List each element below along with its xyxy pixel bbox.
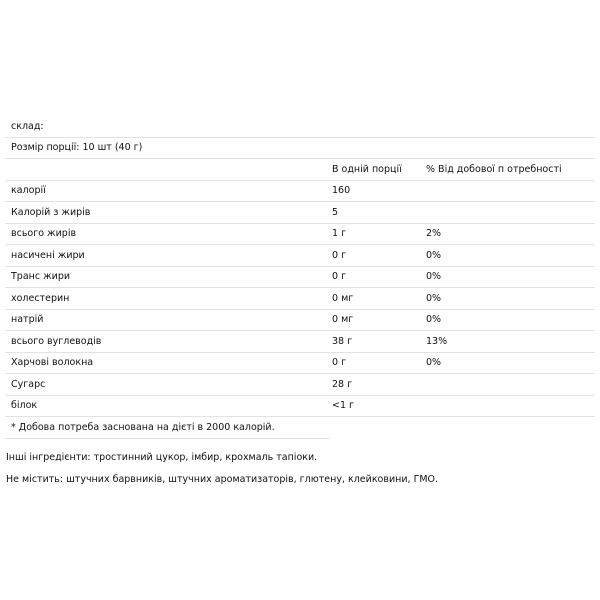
table-row — [5, 288, 595, 310]
table-row — [5, 224, 595, 246]
table-row — [5, 245, 595, 267]
serving-size-row — [5, 138, 595, 160]
nutrient-amount: 0 г — [332, 271, 347, 283]
nutrient-amount: 5 — [332, 206, 339, 218]
nutrient-amount: 38 г — [332, 335, 353, 347]
nutrient-name: Калорій з жирів — [11, 206, 91, 218]
table-row — [5, 331, 595, 353]
nutrient-name: всього вуглеводів — [11, 335, 102, 347]
nutrient-daily-value: 2% — [426, 228, 442, 240]
nutrient-daily-value: 0% — [426, 314, 442, 326]
nutrient-amount: 0 г — [332, 249, 347, 261]
column-header-daily-value: % Від добової п отребності — [426, 163, 562, 175]
nutrient-name: холестерин — [11, 292, 70, 304]
footnote: * Добова потреба заснована на дієті в 2000 калорій. — [11, 421, 275, 433]
table-row — [5, 310, 595, 332]
nutrition-facts — [5, 116, 595, 491]
nutrient-amount: 28 г — [332, 378, 353, 390]
table-row — [5, 396, 595, 418]
table-row — [5, 202, 595, 224]
nutrient-daily-value: 0% — [426, 249, 442, 261]
nutrient-name: білок — [11, 400, 38, 412]
column-header-per-serving: В одній порції — [332, 163, 402, 175]
nutrient-amount: 0 мг — [332, 292, 354, 304]
nutrient-name: Сугарс — [11, 378, 46, 390]
table-row — [5, 374, 595, 396]
table-row — [5, 181, 595, 203]
other-ingredients: Інші інгредієнти: тростинний цукор, імбир, крохмаль тапіоки. — [6, 452, 318, 463]
heading-row — [5, 116, 595, 138]
nutrient-amount: 1 г — [332, 228, 347, 240]
nutrient-amount: 0 г — [332, 357, 347, 369]
spacer — [5, 439, 595, 447]
nutrient-daily-value: 0% — [426, 292, 442, 304]
nutrient-rows — [5, 181, 595, 418]
composition-heading: склад: — [11, 120, 44, 132]
nutrient-name: натрій — [11, 314, 44, 326]
nutrient-name: Транс жири — [11, 271, 71, 283]
nutrient-name: Харчові волокна — [11, 357, 94, 369]
table-row — [5, 267, 595, 289]
nutrient-daily-value: 0% — [426, 271, 442, 283]
nutrient-amount: 160 — [332, 185, 351, 197]
nutrient-amount: <1 г — [332, 400, 355, 412]
nutrient-name: насичені жири — [11, 249, 85, 261]
nutrient-amount: 0 мг — [332, 314, 354, 326]
table-row — [5, 353, 595, 375]
free-from: Не містить: штучних барвників, штучних ароматизаторів, глютену, клейковини, ГМО. — [6, 474, 439, 485]
nutrient-name: всього жирів — [11, 228, 77, 240]
footnote-row — [5, 417, 330, 439]
nutrient-daily-value: 13% — [426, 335, 448, 347]
nutrient-name: калорії — [11, 185, 46, 197]
serving-size: Розмір порції: 10 шт (40 г) — [11, 142, 143, 154]
nutrient-daily-value: 0% — [426, 357, 442, 369]
column-header-row — [5, 159, 595, 181]
